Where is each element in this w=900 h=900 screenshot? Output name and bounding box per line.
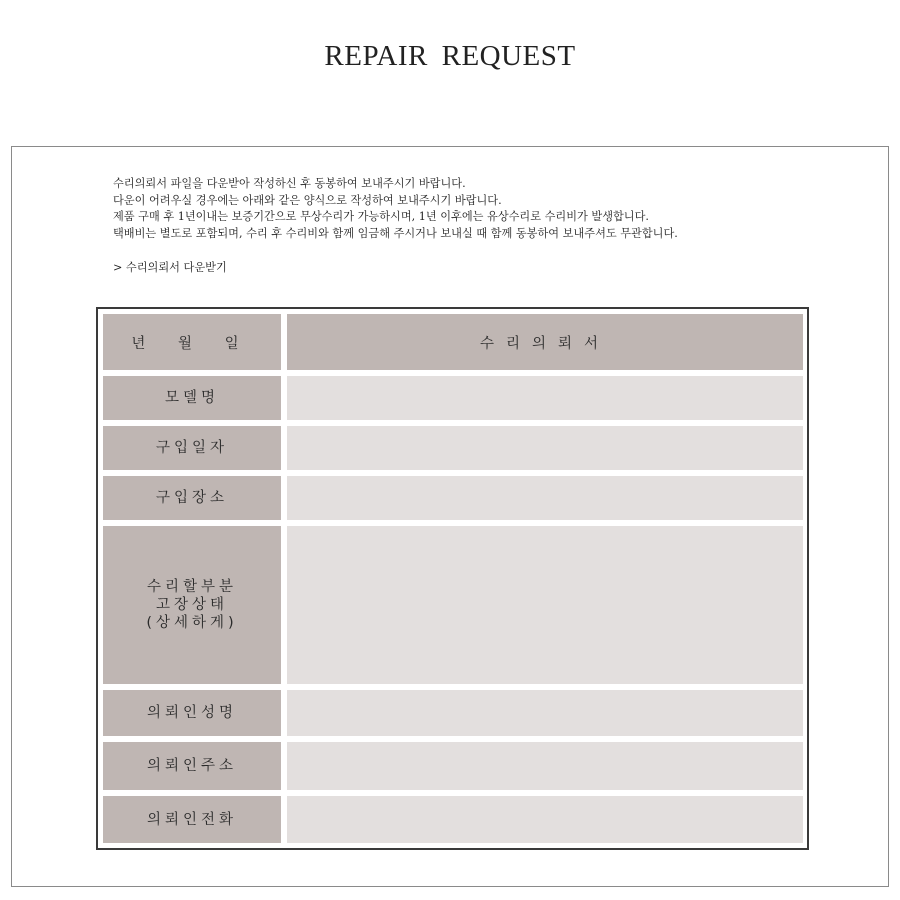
repair-details-label-line: 고장상태: [155, 597, 229, 613]
requester-phone-label: 의뢰인전화: [103, 796, 281, 843]
page-title: REPAIR REQUEST: [324, 40, 576, 72]
intro-line: 다운이 어려우실 경우에는 아래와 같은 양식으로 작성하여 보내주시기 바랍니다.: [113, 193, 502, 207]
intro-line: 택배비는 별도로 포함되며, 수리 후 수리비와 함께 임금해 주시거나 보내실 때 함께 동봉하여 보내주셔도 무관합니다.: [113, 226, 678, 240]
repair-details-label-line: 수리할부분: [146, 579, 238, 595]
intro-line: 수리의뢰서 파일을 다운받아 작성하신 후 동봉하여 보내주시기 바랍니다.: [113, 177, 466, 190]
date-header-cell: 년 월 일: [103, 314, 281, 370]
requester-name-field[interactable]: [287, 690, 803, 736]
purchase-date-label: 구입일자: [103, 426, 281, 470]
intro-line: 제품 구매 후 1년이내는 보증기간으로 무상수리가 가능하시며, 1년 이후에는 유상수리로 수리비가 발생합니다.: [113, 210, 649, 223]
download-form-link[interactable]: > 수리의뢰서 다운받기: [113, 261, 227, 274]
requester-address-label: 의뢰인주소: [103, 742, 281, 790]
repair-details-label: [103, 526, 281, 684]
repair-details-field[interactable]: [287, 526, 803, 684]
model-name-label: 모델명: [103, 376, 281, 420]
repair-request-form: [96, 307, 809, 850]
repair-details-label-line: (상세하게): [146, 615, 238, 631]
purchase-place-field[interactable]: [287, 476, 803, 520]
form-title-header-cell: 수리의뢰서: [287, 314, 803, 370]
requester-name-label: 의뢰인성명: [103, 690, 281, 736]
purchase-date-field[interactable]: [287, 426, 803, 470]
model-name-field[interactable]: [287, 376, 803, 420]
requester-phone-field[interactable]: [287, 796, 803, 843]
requester-address-field[interactable]: [287, 742, 803, 790]
purchase-place-label: 구입장소: [103, 476, 281, 520]
intro-text: [113, 176, 813, 242]
